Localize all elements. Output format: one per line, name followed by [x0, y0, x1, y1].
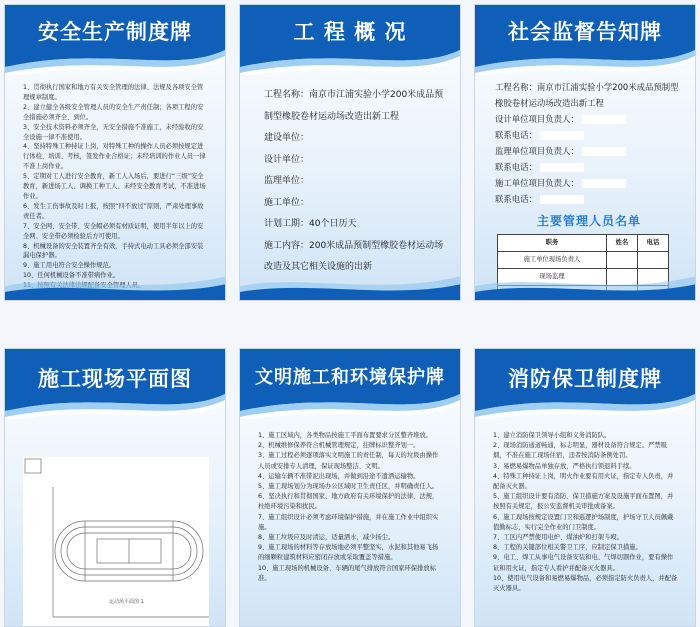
redacted-bar	[540, 131, 584, 140]
info-row: 计划工期：40个日历天	[264, 219, 357, 229]
redacted-bar	[540, 195, 584, 204]
board-fire-security	[474, 348, 696, 627]
list-item: 2、建立健全各级安全管理人员的安全生产责任制；各项工程的安全措施必须齐全、到位。	[23, 103, 204, 121]
board-title: 施工现场平面图	[38, 367, 192, 391]
board-safety-production	[4, 4, 226, 301]
redacted-bar	[582, 147, 626, 156]
info-row: 建设单位：	[264, 133, 310, 143]
list-item: 5、施工现场划分为现场办公区域时卫生责任区，并明确责任人。	[258, 483, 439, 491]
list-item: 3、施工过程必须逐项落实文明施工的责任制，每天的垃圾由操作人员或安排专人清理，保证现场整洁、文明。	[258, 452, 439, 470]
board-footer-wave	[5, 266, 225, 300]
board-title: 安全生产制度牌	[38, 20, 192, 44]
board-title: 工 程 概 况	[293, 20, 407, 44]
info-row: 联系电话：	[495, 159, 683, 175]
list-item: 8、机械设备的安全装置齐全有效，手持式电动工具必须全部安装漏电保护器。	[23, 242, 204, 260]
info-row: 工程名称：南京市江浦实验小学200米成品预制型橡胶卷材运动场改造出新工程	[264, 90, 444, 122]
info-row: 联系电话：	[495, 191, 683, 207]
redacted-bar	[540, 163, 584, 172]
list-item: 5、定期对工人进行安全教育，新工人入场后，要进行“三级”安全教育，新进场工人、调换工种工人、未经安全教育考试，不准进场作业。	[23, 173, 206, 200]
list-item: 9、施工现场的材料等存放场地必须平整坚实，水泥和其他易飞扬的细颗粒建筑材料应密闭存放或采取覆盖等措施。	[258, 544, 439, 562]
board-site-plan	[4, 348, 226, 627]
list-item: 4、运输车辆不准带泥出现场，并做到沿途不遗洒运输物。	[258, 472, 420, 480]
list-item: 5、施工组织设计要有消防、保卫措施方案及设施平面布置图，并按照有关规定，报公安监督机关审批或备案。	[493, 493, 674, 511]
board-civilized-construction	[239, 348, 461, 627]
list-item: 9、施工用电符合安全操作规范。	[23, 262, 116, 270]
board-project-overview	[239, 4, 461, 301]
list-item: 7、安全网、安全带、安全帽必须有材质证明，使用半年以上的安全网、安全带必须检验后方可使用。	[23, 222, 204, 240]
list-item: 8、工程的关键部位相关警卫工序，应制定保卫措施。	[493, 544, 642, 552]
redacted-bar	[582, 179, 626, 188]
info-row: 施工内容：200米成品预制型橡胶卷材运动场改造及其它相关设施的出新	[264, 240, 444, 272]
info-row: 工程名称：南京市江浦实验小学200米成品预制型橡胶卷材运动场改造出新工程	[495, 82, 679, 108]
plan-caption: 运动场平面图 1	[109, 599, 144, 605]
list-item: 1、建立消防保卫领导小组和义务消防队。	[493, 432, 611, 439]
staff-list-title: 主要管理人员名单	[536, 214, 641, 228]
list-item: 6、施工现场按规定设置门卫和巡逻护场制度，护场守卫人员佩戴值勤标志，实行完全作业的门卫制度。	[493, 513, 674, 531]
list-item: 9、电工、焊工从事电气设备安装和电、气焊切割作业，要有操作证和用火证，指定专人看护并配备灭火器具。	[493, 554, 674, 572]
board-title: 社会监督告知牌	[508, 20, 662, 44]
table-header: 电话	[637, 235, 668, 252]
board-footer-wave	[475, 266, 695, 300]
board-title: 文明施工和环境保护牌	[255, 367, 445, 388]
list-item: 7、工区内严禁使用电炉、煤油炉和打架斗殴。	[493, 534, 623, 542]
info-row: 设计单位：	[264, 154, 310, 165]
list-item: 10、任何机械设备不准带病作业。	[23, 272, 120, 280]
table-header-row	[498, 235, 669, 252]
list-item: 6、坚决执行和贯彻国家、地方政府有关环境保护的法律、法规，杜绝环境污染和扰民。	[258, 493, 439, 511]
list-item: 10、施工现场的机械设备、车辆的尾气排放符合国家环保排放标准。	[258, 564, 437, 582]
info-row: 联系电话：	[495, 127, 683, 143]
info-row: 施工单位：	[264, 197, 310, 208]
board-footer-wave	[240, 266, 460, 300]
list-item: 6、发生工伤事故及时上报，按照“四不放过”原则，严肃处理事故责任者。	[23, 202, 204, 220]
project-info	[264, 85, 448, 279]
list-item: 1、贯彻执行国家和地方有关安全管理的法律、法规及各项安全管理规章制度。	[23, 84, 204, 101]
list-item: 4、坚持特殊工种持证上岗，对特殊工种的操作人员必须按规定进行体检、培训、考核，签发作业合格证；未经培训的作业人员一律不准上岗作业。	[23, 143, 206, 171]
list-item: 2、现场消防通道畅通，标志明显，器材设备符合规定。严禁吸烟，不准在施工现场住宿，违者按消防条例处罚。	[493, 442, 668, 460]
board-social-supervision	[474, 4, 696, 301]
list-item: 7、施工组织设计必须考虑环境保护措施，并在施工作业中组织实施。	[258, 513, 439, 531]
list-item: 10、使用电气设备和易燃易爆物品，必须指定防火负责人，并配备灭火器具。	[493, 574, 678, 593]
table-header: 姓名	[606, 235, 637, 252]
table-cell: 施工单位现场负责人	[498, 252, 607, 269]
list-item: 2、机械维修保养符合机械管理规定，挂牌标识整齐划一。	[258, 442, 420, 450]
board-title: 消防保卫制度牌	[508, 367, 662, 391]
info-row: 设计单位项目负责人：	[495, 111, 683, 127]
info-row: 施工单位项目负责人：	[495, 175, 683, 191]
info-row: 监理单位：	[264, 176, 310, 186]
table-cell: 现场监理	[498, 269, 607, 286]
info-row: 监理单位项目负责人：	[495, 143, 683, 159]
list-item: 3、易燃易爆物品单独存放，严格执行领退料手续。	[493, 462, 636, 470]
list-item: 3、安全技术资料必须齐全，无安全措施不准施工，未经验收的安全设施一律不准使用。	[23, 123, 204, 141]
site-plan-drawing	[23, 457, 209, 627]
list-item: 8、施工垃圾应及时清运，适量洒水，减少扬尘。	[258, 534, 395, 542]
list-item: 4、特殊工种持证上岗，明火作业要有用火证，指定专人负责，并配备灭火器。	[493, 472, 674, 491]
rule-list	[23, 83, 209, 291]
redacted-bar	[582, 115, 626, 124]
list-item: 1、施工区域内，各类物品按施工平面布置要求分区整齐堆放。	[258, 432, 433, 439]
rule-list	[493, 431, 679, 594]
rule-list	[258, 431, 444, 584]
table-header: 职务	[498, 235, 607, 252]
